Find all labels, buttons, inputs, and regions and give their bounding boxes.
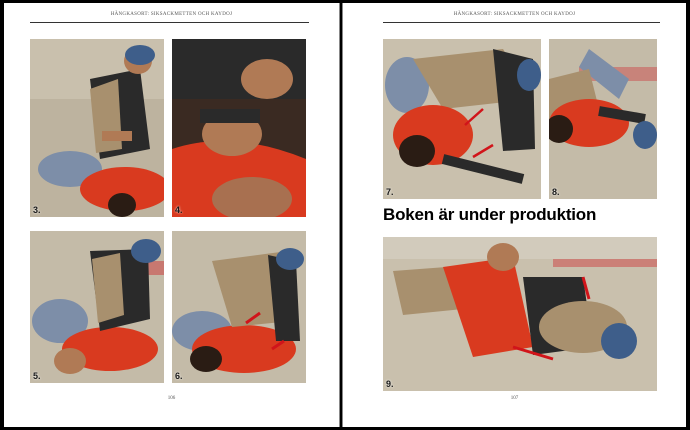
- photo-5-image: [30, 231, 164, 383]
- photo-9: [383, 237, 657, 391]
- photo-number: 4.: [175, 205, 183, 215]
- photo-8-image: [549, 39, 657, 199]
- running-head: HÄNGKASORT: SIKSACKMETTEN OCH KAYDOJ: [453, 12, 576, 17]
- photo-3: [30, 39, 164, 217]
- header-rule: [383, 22, 660, 23]
- photo-4-image: [172, 39, 306, 217]
- running-head: HÄNGKASORT: SIKSACKMETTEN OCH KAYDOJ: [110, 12, 233, 17]
- right-page: [342, 3, 686, 427]
- photo-9-image: [383, 237, 657, 391]
- photo-3-image: [30, 39, 164, 217]
- page-number: 106: [167, 396, 176, 401]
- photo-8: [549, 39, 657, 199]
- photo-7: [383, 39, 541, 199]
- production-notice: Boken är under produktion: [383, 205, 597, 224]
- page-number: 107: [510, 396, 519, 401]
- book-spread: [4, 3, 686, 427]
- left-page: [4, 3, 340, 427]
- photo-7-image: [383, 39, 541, 199]
- photo-number: 7.: [386, 187, 394, 197]
- photo-number: 3.: [33, 205, 41, 215]
- photo-6-image: [172, 231, 306, 383]
- photo-4: [172, 39, 306, 217]
- photo-6: [172, 231, 306, 383]
- photo-number: 5.: [33, 371, 41, 381]
- photo-number: 9.: [386, 379, 394, 389]
- photo-number: 8.: [552, 187, 560, 197]
- header-rule: [30, 22, 309, 23]
- photo-5: [30, 231, 164, 383]
- photo-number: 6.: [175, 371, 183, 381]
